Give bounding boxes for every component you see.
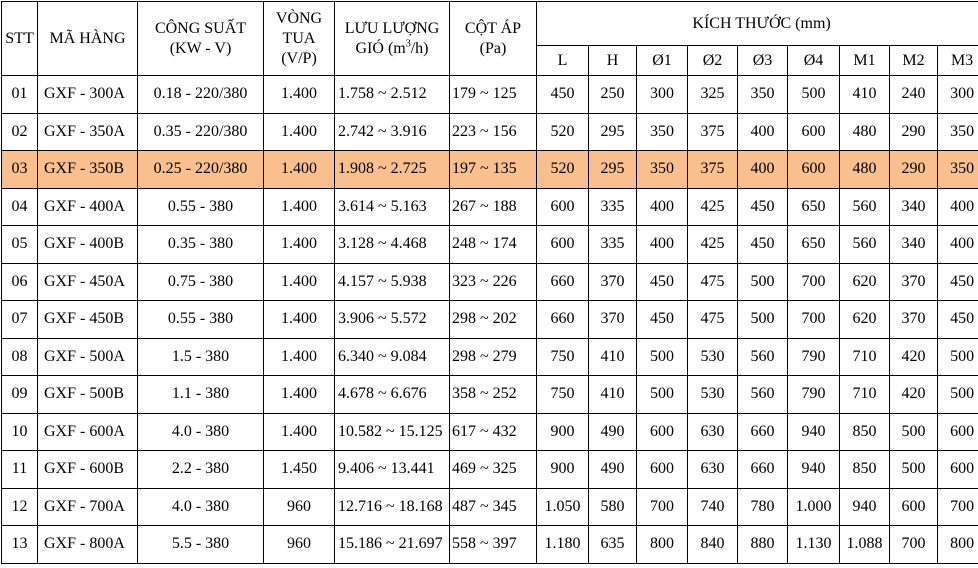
cell-power: 0.75 - 380 (138, 263, 264, 301)
cell-dim-m2: 370 (890, 263, 938, 301)
cell-stt: 04 (2, 188, 38, 226)
cell-power: 2.2 - 380 (138, 451, 264, 489)
cell-dim-h: 370 (589, 301, 637, 339)
cell-dim-d4: 1.130 (788, 526, 840, 564)
cell-power: 0.25 - 220/380 (138, 151, 264, 189)
cell-stt: 12 (2, 488, 38, 526)
cell-pressure: 267 ~ 188 (450, 188, 537, 226)
cell-dim-d1: 600 (637, 451, 688, 489)
cell-dim-d2: 530 (688, 338, 738, 376)
cell-code: GXF - 300A (38, 76, 138, 114)
cell-airflow: 3.614 ~ 5.163 (335, 188, 450, 226)
table-row (2, 413, 978, 451)
cell-dim-d3: 660 (738, 451, 788, 489)
table-row (2, 451, 978, 489)
cell-dim-m2: 420 (890, 376, 938, 414)
cell-code: GXF - 350A (38, 113, 138, 151)
cell-airflow: 4.678 ~ 6.676 (335, 376, 450, 414)
cell-dim-m3: 800 (938, 526, 978, 564)
cell-stt: 06 (2, 263, 38, 301)
cell-dim-l: 900 (537, 451, 589, 489)
cell-dim-h: 635 (589, 526, 637, 564)
header-dim-m2: M2 (890, 46, 938, 76)
cell-dim-m3: 350 (938, 151, 978, 189)
cell-speed: 1.400 (264, 376, 335, 414)
cell-dim-m1: 1.088 (840, 526, 890, 564)
header-dim-h: H (589, 46, 637, 76)
cell-dim-d4: 1.000 (788, 488, 840, 526)
cell-code: GXF - 450B (38, 301, 138, 339)
cell-dim-d3: 660 (738, 413, 788, 451)
cell-dim-m3: 450 (938, 263, 978, 301)
header-dim-m1: M1 (840, 46, 890, 76)
cell-dim-d1: 350 (637, 113, 688, 151)
cell-speed: 1.400 (264, 113, 335, 151)
cell-power: 0.55 - 380 (138, 301, 264, 339)
cell-dim-m1: 620 (840, 263, 890, 301)
header-power: CÔNG SUẤT (KW - V) (138, 2, 264, 76)
table-row (2, 226, 978, 264)
cell-dim-d1: 450 (637, 263, 688, 301)
cell-dim-l: 1.050 (537, 488, 589, 526)
cell-dim-d3: 400 (738, 113, 788, 151)
cell-dim-l: 450 (537, 76, 589, 114)
cell-airflow: 3.128 ~ 4.468 (335, 226, 450, 264)
cell-dim-h: 410 (589, 338, 637, 376)
cell-code: GXF - 600B (38, 451, 138, 489)
cell-dim-h: 335 (589, 188, 637, 226)
cell-dim-d3: 350 (738, 76, 788, 114)
cell-code: GXF - 400A (38, 188, 138, 226)
header-airflow: LƯU LƯỢNG GIÓ $(m^3/h)$ (335, 2, 450, 76)
cell-dim-d2: 325 (688, 76, 738, 114)
cell-dim-d2: 630 (688, 451, 738, 489)
cell-dim-d4: 650 (788, 226, 840, 264)
cell-dim-m3: 500 (938, 338, 978, 376)
cell-dim-l: 900 (537, 413, 589, 451)
header-dim-d3: Ø3 (738, 46, 788, 76)
cell-stt: 10 (2, 413, 38, 451)
cell-dim-h: 580 (589, 488, 637, 526)
cell-dim-m3: 400 (938, 226, 978, 264)
header-dim-m3: M3 (938, 46, 978, 76)
header-pressure: CỘT ÁP (Pa) (450, 2, 537, 76)
cell-airflow: 2.742 ~ 3.916 (335, 113, 450, 151)
cell-code: GXF - 450A (38, 263, 138, 301)
cell-power: 5.5 - 380 (138, 526, 264, 564)
cell-speed: 960 (264, 526, 335, 564)
cell-pressure: 558 ~ 397 (450, 526, 537, 564)
cell-dim-m3: 400 (938, 188, 978, 226)
cell-speed: 1.400 (264, 338, 335, 376)
cell-pressure: 248 ~ 174 (450, 226, 537, 264)
cell-code: GXF - 350B (38, 151, 138, 189)
header-speed: VÒNG TUA (V/P) (264, 2, 335, 76)
cell-dim-d2: 630 (688, 413, 738, 451)
cell-dim-d4: 650 (788, 188, 840, 226)
cell-dim-d1: 500 (637, 376, 688, 414)
cell-airflow: 1.908 ~ 2.725 (335, 151, 450, 189)
cell-dim-d3: 450 (738, 188, 788, 226)
cell-dim-h: 410 (589, 376, 637, 414)
table-row (2, 76, 978, 114)
cell-dim-d2: 375 (688, 151, 738, 189)
cell-power: 4.0 - 380 (138, 488, 264, 526)
cell-power: 0.18 - 220/380 (138, 76, 264, 114)
cell-dim-m1: 850 (840, 451, 890, 489)
cell-dim-d1: 700 (637, 488, 688, 526)
table-row (2, 151, 978, 189)
cell-pressure: 487 ~ 345 (450, 488, 537, 526)
cell-dim-d1: 450 (637, 301, 688, 339)
cell-airflow: 10.582 ~ 15.125 (335, 413, 450, 451)
cell-dim-d4: 500 (788, 76, 840, 114)
cell-pressure: 197 ~ 135 (450, 151, 537, 189)
cell-dim-m2: 700 (890, 526, 938, 564)
cell-dim-m2: 240 (890, 76, 938, 114)
cell-dim-m2: 600 (890, 488, 938, 526)
table-row (2, 376, 978, 414)
cell-dim-l: 1.180 (537, 526, 589, 564)
cell-power: 1.1 - 380 (138, 376, 264, 414)
cell-dim-m1: 850 (840, 413, 890, 451)
cell-speed: 1.450 (264, 451, 335, 489)
cell-dim-m1: 620 (840, 301, 890, 339)
cell-airflow: 1.758 ~ 2.512 (335, 76, 450, 114)
cell-stt: 13 (2, 526, 38, 564)
cell-pressure: 298 ~ 202 (450, 301, 537, 339)
table-row (2, 338, 978, 376)
cell-airflow: 3.906 ~ 5.572 (335, 301, 450, 339)
cell-stt: 11 (2, 451, 38, 489)
cell-stt: 02 (2, 113, 38, 151)
cell-code: GXF - 500A (38, 338, 138, 376)
cell-pressure: 179 ~ 125 (450, 76, 537, 114)
cell-dim-d2: 425 (688, 188, 738, 226)
cell-dim-d4: 940 (788, 413, 840, 451)
cell-dim-d4: 600 (788, 151, 840, 189)
cell-pressure: 323 ~ 226 (450, 263, 537, 301)
cell-dim-h: 335 (589, 226, 637, 264)
cell-dim-d4: 790 (788, 338, 840, 376)
cell-dim-m1: 710 (840, 338, 890, 376)
cell-dim-d4: 600 (788, 113, 840, 151)
cell-pressure: 223 ~ 156 (450, 113, 537, 151)
table-row (2, 263, 978, 301)
cell-dim-m3: 300 (938, 76, 978, 114)
cell-dim-m3: 600 (938, 451, 978, 489)
cell-dim-d1: 400 (637, 188, 688, 226)
cell-pressure: 617 ~ 432 (450, 413, 537, 451)
header-dim-d2: Ø2 (688, 46, 738, 76)
cell-dim-h: 250 (589, 76, 637, 114)
cell-dim-d4: 700 (788, 263, 840, 301)
cell-dim-d3: 780 (738, 488, 788, 526)
cell-dim-l: 660 (537, 263, 589, 301)
cell-pressure: 298 ~ 279 (450, 338, 537, 376)
cell-dim-d1: 500 (637, 338, 688, 376)
cell-code: GXF - 500B (38, 376, 138, 414)
cell-dim-m1: 940 (840, 488, 890, 526)
cell-pressure: 469 ~ 325 (450, 451, 537, 489)
cell-speed: 960 (264, 488, 335, 526)
cell-dim-d4: 940 (788, 451, 840, 489)
cell-airflow: 9.406 ~ 13.441 (335, 451, 450, 489)
cell-dim-d4: 790 (788, 376, 840, 414)
cell-dim-h: 295 (589, 151, 637, 189)
cell-pressure: 358 ~ 252 (450, 376, 537, 414)
cell-dim-d2: 475 (688, 263, 738, 301)
cell-dim-l: 750 (537, 376, 589, 414)
cell-dim-d1: 400 (637, 226, 688, 264)
cell-dim-m3: 500 (938, 376, 978, 414)
cell-dim-m3: 600 (938, 413, 978, 451)
cell-dim-m1: 560 (840, 188, 890, 226)
cell-stt: 05 (2, 226, 38, 264)
cell-dim-l: 660 (537, 301, 589, 339)
header-dim-d4: Ø4 (788, 46, 840, 76)
cell-speed: 1.400 (264, 188, 335, 226)
cell-dim-m2: 340 (890, 188, 938, 226)
cell-dim-h: 490 (589, 451, 637, 489)
cell-code: GXF - 700A (38, 488, 138, 526)
cell-dim-m2: 500 (890, 413, 938, 451)
cell-dim-m3: 700 (938, 488, 978, 526)
cell-power: 4.0 - 380 (138, 413, 264, 451)
cell-dim-d1: 350 (637, 151, 688, 189)
cell-dim-m2: 290 (890, 151, 938, 189)
cell-power: 0.35 - 380 (138, 226, 264, 264)
cell-dim-d3: 400 (738, 151, 788, 189)
cell-code: GXF - 400B (38, 226, 138, 264)
cell-dim-m1: 410 (840, 76, 890, 114)
cell-dim-m2: 500 (890, 451, 938, 489)
cell-speed: 1.400 (264, 76, 335, 114)
cell-power: 0.35 - 220/380 (138, 113, 264, 151)
cell-dim-d2: 840 (688, 526, 738, 564)
cell-dim-m1: 480 (840, 151, 890, 189)
cell-dim-h: 490 (589, 413, 637, 451)
cell-dim-h: 295 (589, 113, 637, 151)
cell-dim-d2: 475 (688, 301, 738, 339)
cell-code: GXF - 800A (38, 526, 138, 564)
cell-stt: 03 (2, 151, 38, 189)
cell-dim-d3: 450 (738, 226, 788, 264)
cell-dim-d1: 800 (637, 526, 688, 564)
cell-stt: 01 (2, 76, 38, 114)
cell-dim-h: 370 (589, 263, 637, 301)
cell-dim-m2: 290 (890, 113, 938, 151)
table-row (2, 488, 978, 526)
header-dim-d1: Ø1 (637, 46, 688, 76)
cell-dim-d1: 600 (637, 413, 688, 451)
cell-stt: 07 (2, 301, 38, 339)
cell-airflow: 6.340 ~ 9.084 (335, 338, 450, 376)
cell-airflow: 15.186 ~ 21.697 (335, 526, 450, 564)
cell-power: 0.55 - 380 (138, 188, 264, 226)
cell-power: 1.5 - 380 (138, 338, 264, 376)
cell-dim-l: 520 (537, 151, 589, 189)
cell-dim-d4: 700 (788, 301, 840, 339)
cell-dim-d2: 375 (688, 113, 738, 151)
cell-dim-m1: 710 (840, 376, 890, 414)
cell-dim-d3: 500 (738, 263, 788, 301)
header-stt: STT (2, 2, 38, 76)
table-row (2, 301, 978, 339)
cell-speed: 1.400 (264, 151, 335, 189)
cell-dim-m2: 340 (890, 226, 938, 264)
header-dimensions: KÍCH THƯỚC (mm) (537, 2, 978, 46)
table-header (2, 2, 978, 76)
cell-stt: 09 (2, 376, 38, 414)
cell-dim-l: 520 (537, 113, 589, 151)
table-row (2, 188, 978, 226)
cell-dim-m1: 560 (840, 226, 890, 264)
cell-speed: 1.400 (264, 413, 335, 451)
cell-speed: 1.400 (264, 226, 335, 264)
cell-dim-d2: 740 (688, 488, 738, 526)
cell-dim-m2: 420 (890, 338, 938, 376)
cell-dim-d3: 560 (738, 338, 788, 376)
cell-speed: 1.400 (264, 301, 335, 339)
cell-dim-m2: 370 (890, 301, 938, 339)
cell-stt: 08 (2, 338, 38, 376)
cell-dim-d2: 530 (688, 376, 738, 414)
cell-dim-m1: 480 (840, 113, 890, 151)
cell-airflow: 4.157 ~ 5.938 (335, 263, 450, 301)
cell-dim-l: 600 (537, 188, 589, 226)
cell-dim-m3: 350 (938, 113, 978, 151)
header-code: MÃ HÀNG (38, 2, 138, 76)
cell-airflow: 12.716 ~ 18.168 (335, 488, 450, 526)
cell-dim-l: 750 (537, 338, 589, 376)
table-body (2, 76, 978, 564)
cell-code: GXF - 600A (38, 413, 138, 451)
table-row (2, 113, 978, 151)
cell-dim-d3: 560 (738, 376, 788, 414)
cell-dim-d1: 300 (637, 76, 688, 114)
cell-dim-d2: 425 (688, 226, 738, 264)
cell-dim-d3: 880 (738, 526, 788, 564)
cell-speed: 1.400 (264, 263, 335, 301)
table-row (2, 526, 978, 564)
cell-dim-l: 600 (537, 226, 589, 264)
cell-dim-m3: 450 (938, 301, 978, 339)
header-dim-l: L (537, 46, 589, 76)
product-spec-table (1, 1, 978, 564)
cell-dim-d3: 500 (738, 301, 788, 339)
